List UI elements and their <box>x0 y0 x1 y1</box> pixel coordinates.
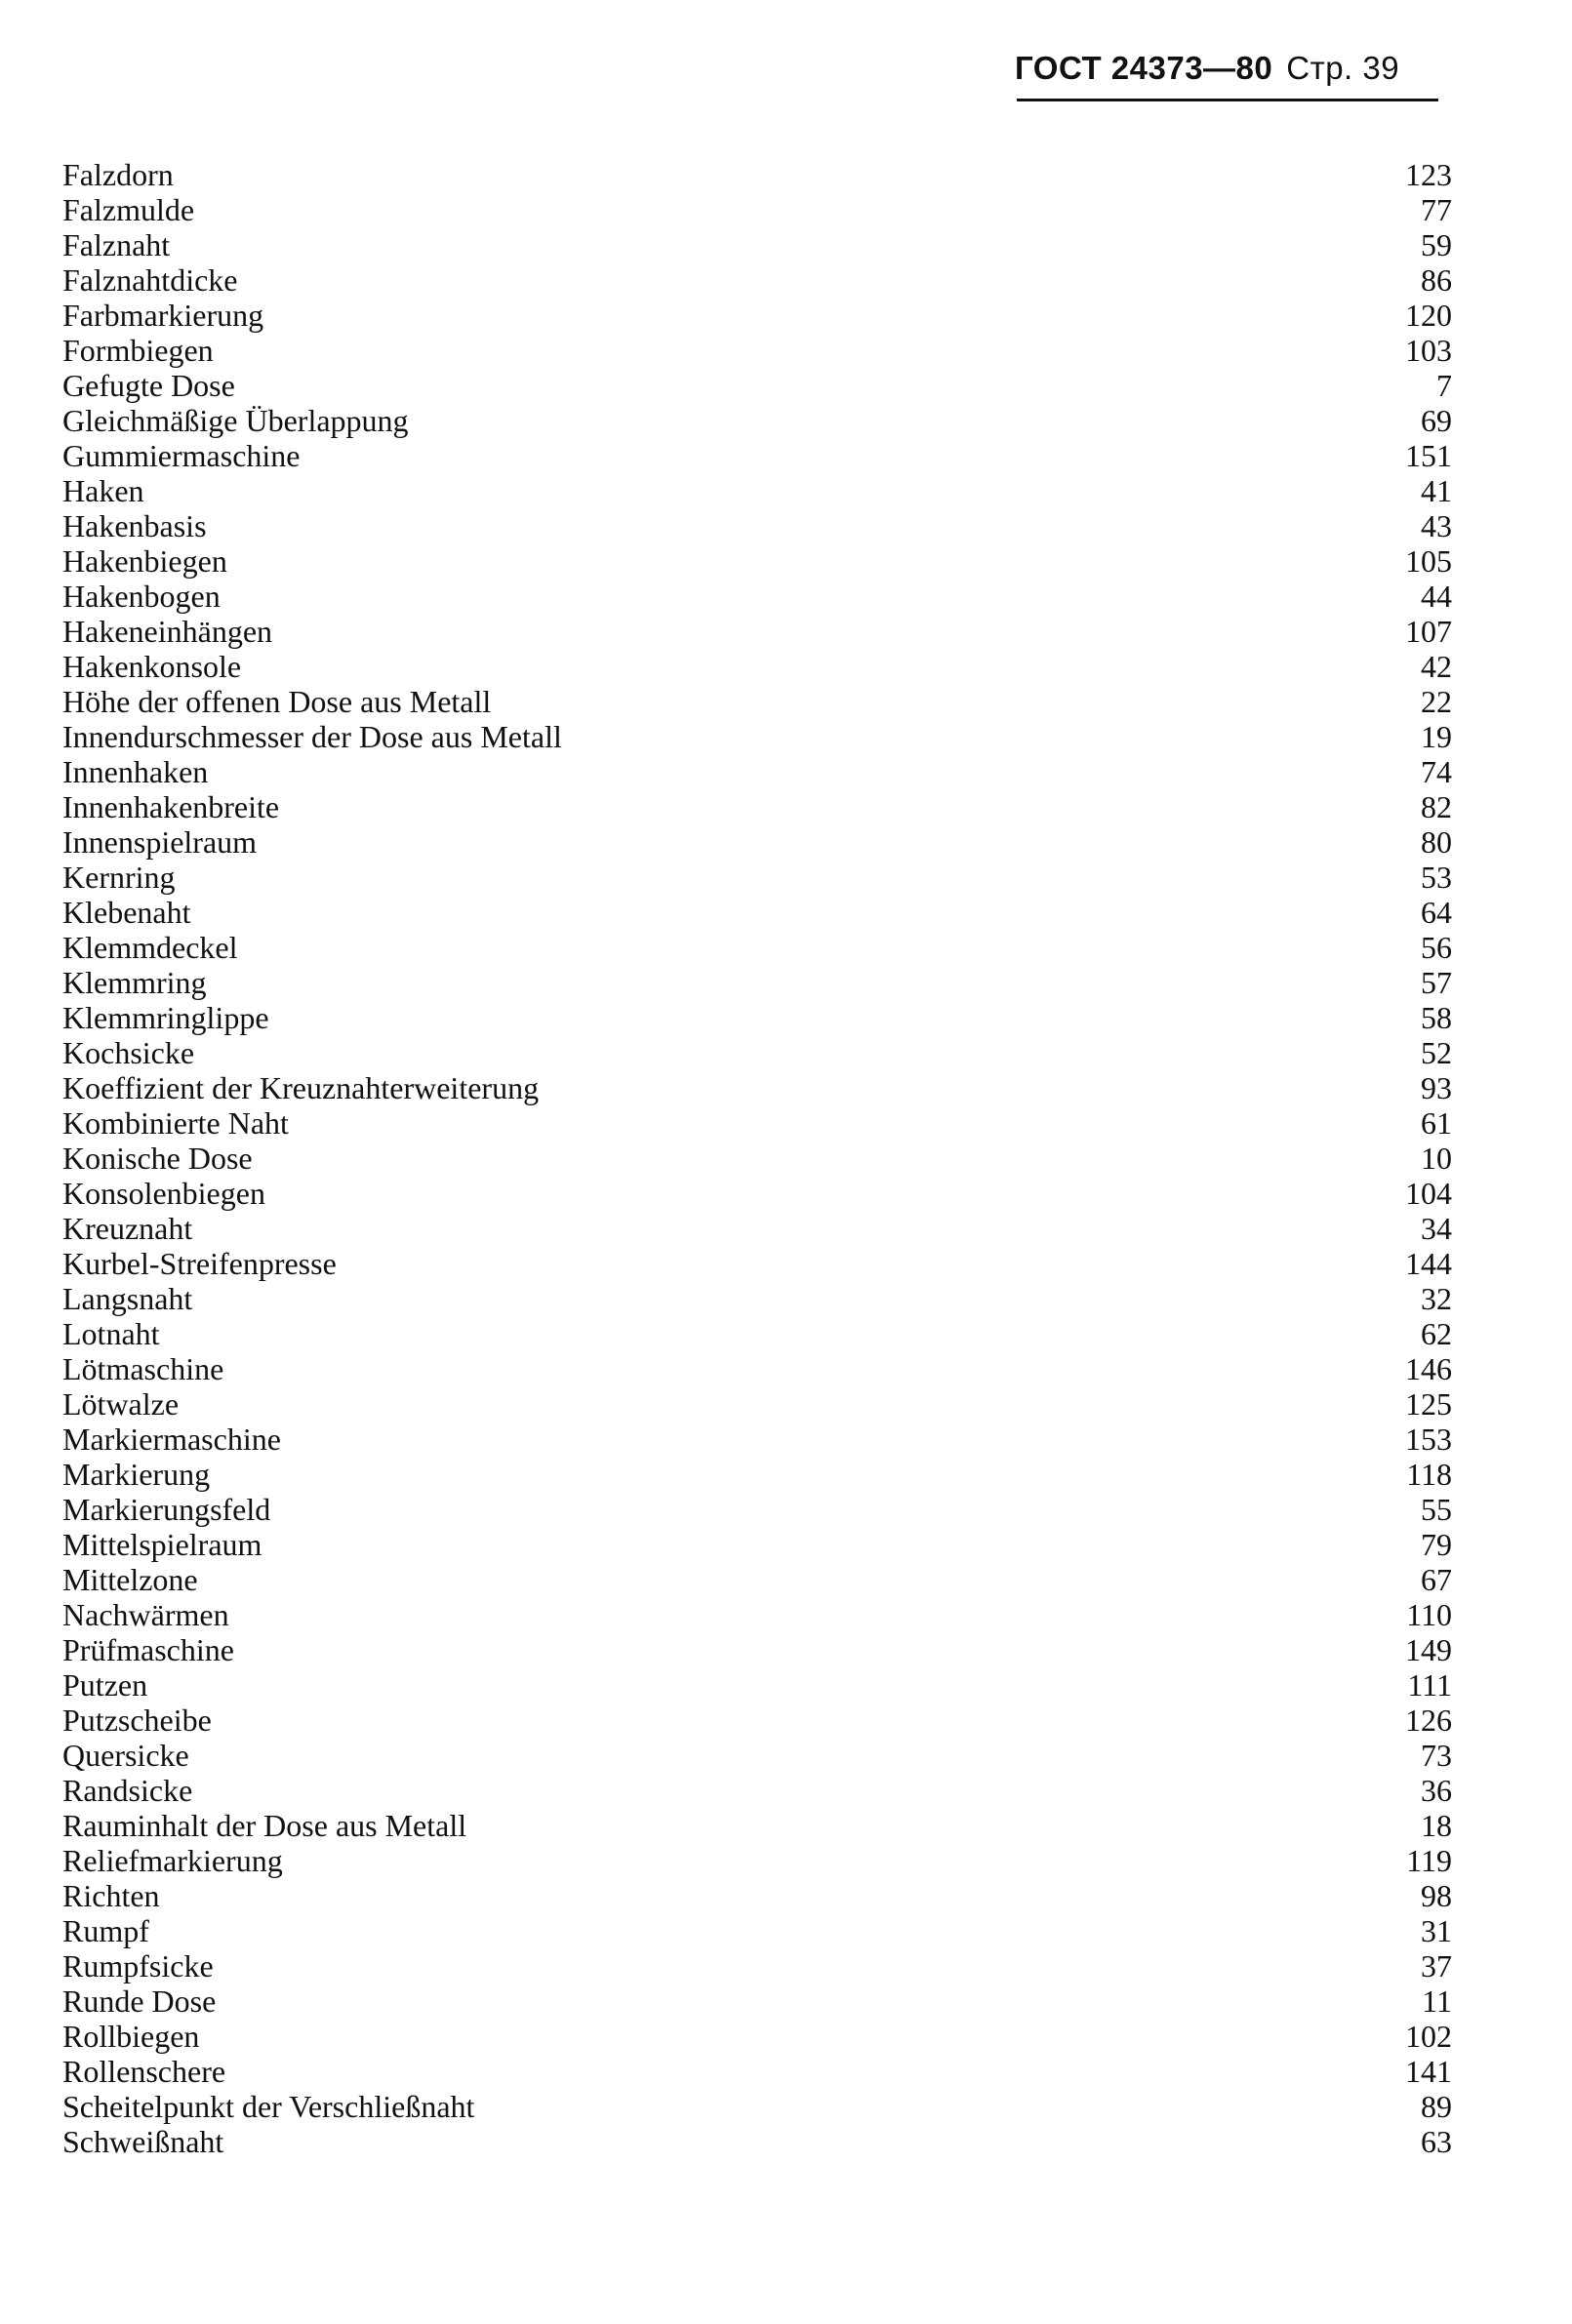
index-page-number: 36 <box>1421 1773 1452 1808</box>
index-term: Lotnaht <box>62 1316 160 1351</box>
index-page-number: 146 <box>1405 1351 1452 1386</box>
index-term: Klemmringlippe <box>62 1000 269 1035</box>
index-page-number: 111 <box>1407 1667 1452 1703</box>
index-entry <box>62 1141 1452 1176</box>
index-term: Kernring <box>62 860 176 895</box>
index-entry <box>62 1422 1452 1457</box>
index-entry <box>62 473 1452 508</box>
index-page-number: 144 <box>1405 1246 1452 1281</box>
index-entry <box>62 895 1452 930</box>
index-entry <box>62 1773 1452 1808</box>
index-term: Markierungsfeld <box>62 1492 271 1527</box>
index-page-number: 10 <box>1421 1141 1452 1176</box>
index-page-number: 86 <box>1421 262 1452 298</box>
index-term: Hakenkonsole <box>62 649 242 684</box>
index-entry <box>62 1703 1452 1738</box>
index-entry <box>62 1667 1452 1703</box>
index-entry <box>62 157 1452 192</box>
index-term: Rumpf <box>62 1913 149 1948</box>
index-page-number: 32 <box>1421 1281 1452 1316</box>
index-entry <box>62 824 1452 860</box>
index-term: Klemmring <box>62 965 207 1000</box>
index-page-number: 105 <box>1405 543 1452 579</box>
standard-number: ГОСТ 24373—80 <box>1015 50 1273 86</box>
index-entry <box>62 1351 1452 1386</box>
index-entry <box>62 1808 1452 1843</box>
index-entry <box>62 508 1452 543</box>
index-entry <box>62 2089 1452 2124</box>
index-page-number: 80 <box>1421 824 1452 860</box>
index-entry <box>62 754 1452 789</box>
index-page-number: 102 <box>1405 2019 1452 2054</box>
index-page-number: 37 <box>1421 1948 1452 1983</box>
index-page-number: 98 <box>1421 1878 1452 1913</box>
index-entry <box>62 2124 1452 2159</box>
index-term: Falznahtdicke <box>62 262 238 298</box>
index-page-number: 59 <box>1421 227 1452 262</box>
index-term: Gummiermaschine <box>62 438 301 473</box>
index-term: Hakenbasis <box>62 508 207 543</box>
index-entry <box>62 1246 1452 1281</box>
index-entry <box>62 1386 1452 1422</box>
index-entry <box>62 2019 1452 2054</box>
index-term: Rumpfsicke <box>62 1948 214 1983</box>
index-entry <box>62 1983 1452 2019</box>
index-term: Innenhakenbreite <box>62 789 280 824</box>
index-entry <box>62 1281 1452 1316</box>
index-page-number: 64 <box>1421 895 1452 930</box>
index-entry <box>62 1176 1452 1211</box>
index-page-number: 118 <box>1406 1457 1452 1492</box>
index-term: Nachwärmen <box>62 1597 229 1632</box>
index-entry <box>62 1527 1452 1562</box>
index-entry <box>62 333 1452 368</box>
alphabetical-index <box>62 157 1452 2159</box>
index-page-number: 56 <box>1421 930 1452 965</box>
index-page-number: 34 <box>1421 1211 1452 1246</box>
index-entry <box>62 368 1452 403</box>
index-page-number: 151 <box>1405 438 1452 473</box>
index-entry <box>62 684 1452 719</box>
index-entry <box>62 1562 1452 1597</box>
index-entry <box>62 579 1452 614</box>
page-number-label: Стр. 39 <box>1286 50 1400 86</box>
index-entry <box>62 860 1452 895</box>
index-entry <box>62 1843 1452 1878</box>
index-term: Schweißnaht <box>62 2124 224 2159</box>
index-term: Hakeneinhängen <box>62 614 273 649</box>
index-term: Gefugte Dose <box>62 368 235 403</box>
index-term: Langsnaht <box>62 1281 193 1316</box>
index-entry <box>62 2054 1452 2089</box>
index-term: Lötmaschine <box>62 1351 224 1386</box>
index-page-number: 63 <box>1421 2124 1452 2159</box>
index-entry <box>62 262 1452 298</box>
index-page-number: 42 <box>1421 649 1452 684</box>
index-term: Randsicke <box>62 1773 193 1808</box>
index-term: Haken <box>62 473 144 508</box>
index-entry <box>62 192 1452 227</box>
index-page-number: 41 <box>1421 473 1452 508</box>
index-page-number: 22 <box>1421 684 1452 719</box>
index-page-number: 18 <box>1421 1808 1452 1843</box>
index-page-number: 110 <box>1406 1597 1452 1632</box>
index-page-number: 62 <box>1421 1316 1452 1351</box>
index-entry <box>62 1070 1452 1105</box>
index-term: Hakenbogen <box>62 579 221 614</box>
index-page-number: 93 <box>1421 1070 1452 1105</box>
index-term: Reliefmarkierung <box>62 1843 283 1878</box>
index-term: Kombinierte Naht <box>62 1105 289 1141</box>
index-entry <box>62 965 1452 1000</box>
index-term: Falzdorn <box>62 157 174 192</box>
index-page-number: 58 <box>1421 1000 1452 1035</box>
index-term: Innenspielraum <box>62 824 258 860</box>
index-page-number: 103 <box>1405 333 1452 368</box>
index-page-number: 43 <box>1421 508 1452 543</box>
index-page-number: 89 <box>1421 2089 1452 2124</box>
index-term: Farbmarkierung <box>62 298 264 333</box>
index-entry <box>62 1105 1452 1141</box>
index-page-number: 61 <box>1421 1105 1452 1141</box>
index-entry <box>62 719 1452 754</box>
index-term: Markiermaschine <box>62 1422 281 1457</box>
index-entry <box>62 1316 1452 1351</box>
index-term: Kreuznaht <box>62 1211 193 1246</box>
index-term: Koeffizient der Kreuznahterweiterung <box>62 1070 540 1105</box>
index-term: Putzen <box>62 1667 148 1703</box>
index-page-number: 74 <box>1421 754 1452 789</box>
index-term: Klemmdeckel <box>62 930 238 965</box>
index-term: Höhe der offenen Dose aus Metall <box>62 684 492 719</box>
index-entry <box>62 649 1452 684</box>
index-term: Konische Dose <box>62 1141 253 1176</box>
index-term: Mittelspielraum <box>62 1527 262 1562</box>
index-entry <box>62 789 1452 824</box>
index-entry <box>62 1492 1452 1527</box>
index-page-number: 107 <box>1405 614 1452 649</box>
index-term: Innenhaken <box>62 754 209 789</box>
index-entry <box>62 1878 1452 1913</box>
index-entry <box>62 1913 1452 1948</box>
index-term: Mittelzone <box>62 1562 198 1597</box>
index-page-number: 55 <box>1421 1492 1452 1527</box>
index-term: Kurbel-Streifenpresse <box>62 1246 337 1281</box>
index-entry <box>62 543 1452 579</box>
index-term: Runde Dose <box>62 1983 217 2019</box>
index-term: Quersicke <box>62 1738 189 1773</box>
index-term: Richten <box>62 1878 160 1913</box>
index-entry <box>62 403 1452 438</box>
index-entry <box>62 1948 1452 1983</box>
index-term: Falznaht <box>62 227 171 262</box>
index-page-number: 119 <box>1406 1843 1452 1878</box>
index-page-number: 19 <box>1421 719 1452 754</box>
index-entry <box>62 438 1452 473</box>
index-term: Kochsicke <box>62 1035 195 1070</box>
index-term: Gleichmäßige Überlappung <box>62 403 409 438</box>
index-entry <box>62 1632 1452 1667</box>
index-page-number: 123 <box>1405 157 1452 192</box>
index-entry <box>62 298 1452 333</box>
index-page-number: 11 <box>1422 1983 1452 2019</box>
index-page-number: 79 <box>1421 1527 1452 1562</box>
index-page-number: 82 <box>1421 789 1452 824</box>
index-page-number: 126 <box>1405 1703 1452 1738</box>
index-entry <box>62 1211 1452 1246</box>
index-term: Klebenaht <box>62 895 191 930</box>
index-term: Prüfmaschine <box>62 1632 234 1667</box>
index-page-number: 141 <box>1405 2054 1452 2089</box>
index-entry <box>62 1000 1452 1035</box>
index-page-number: 125 <box>1405 1386 1452 1422</box>
index-entry <box>62 1457 1452 1492</box>
index-page-number: 57 <box>1421 965 1452 1000</box>
index-entry <box>62 614 1452 649</box>
index-term: Rauminhalt der Dose aus Metall <box>62 1808 467 1843</box>
page-header <box>1015 45 1444 92</box>
index-term: Rollbiegen <box>62 2019 200 2054</box>
index-term: Scheitelpunkt der Verschließnaht <box>62 2089 475 2124</box>
index-page-number: 153 <box>1405 1422 1452 1457</box>
index-entry <box>62 227 1452 262</box>
index-term: Konsolenbiegen <box>62 1176 265 1211</box>
index-page-number: 77 <box>1421 192 1452 227</box>
index-page-number: 104 <box>1405 1176 1452 1211</box>
index-term: Putzscheibe <box>62 1703 212 1738</box>
header-rule <box>1017 99 1438 101</box>
index-entry <box>62 1597 1452 1632</box>
index-term: Falzmulde <box>62 192 195 227</box>
index-page-number: 73 <box>1421 1738 1452 1773</box>
index-page-number: 149 <box>1405 1632 1452 1667</box>
index-term: Innendurschmesser der Dose aus Metall <box>62 719 562 754</box>
index-entry <box>62 930 1452 965</box>
index-page-number: 31 <box>1421 1913 1452 1948</box>
index-page-number: 52 <box>1421 1035 1452 1070</box>
index-page-number: 53 <box>1421 860 1452 895</box>
index-page-number: 7 <box>1436 368 1452 403</box>
index-page-number: 120 <box>1405 298 1452 333</box>
index-term: Lötwalze <box>62 1386 180 1422</box>
index-entry <box>62 1738 1452 1773</box>
index-entry <box>62 1035 1452 1070</box>
index-page-number: 44 <box>1421 579 1452 614</box>
index-term: Rollenschere <box>62 2054 226 2089</box>
index-term: Markierung <box>62 1457 211 1492</box>
index-term: Formbiegen <box>62 333 214 368</box>
index-page-number: 69 <box>1421 403 1452 438</box>
index-page-number: 67 <box>1421 1562 1452 1597</box>
index-term: Hakenbiegen <box>62 543 227 579</box>
